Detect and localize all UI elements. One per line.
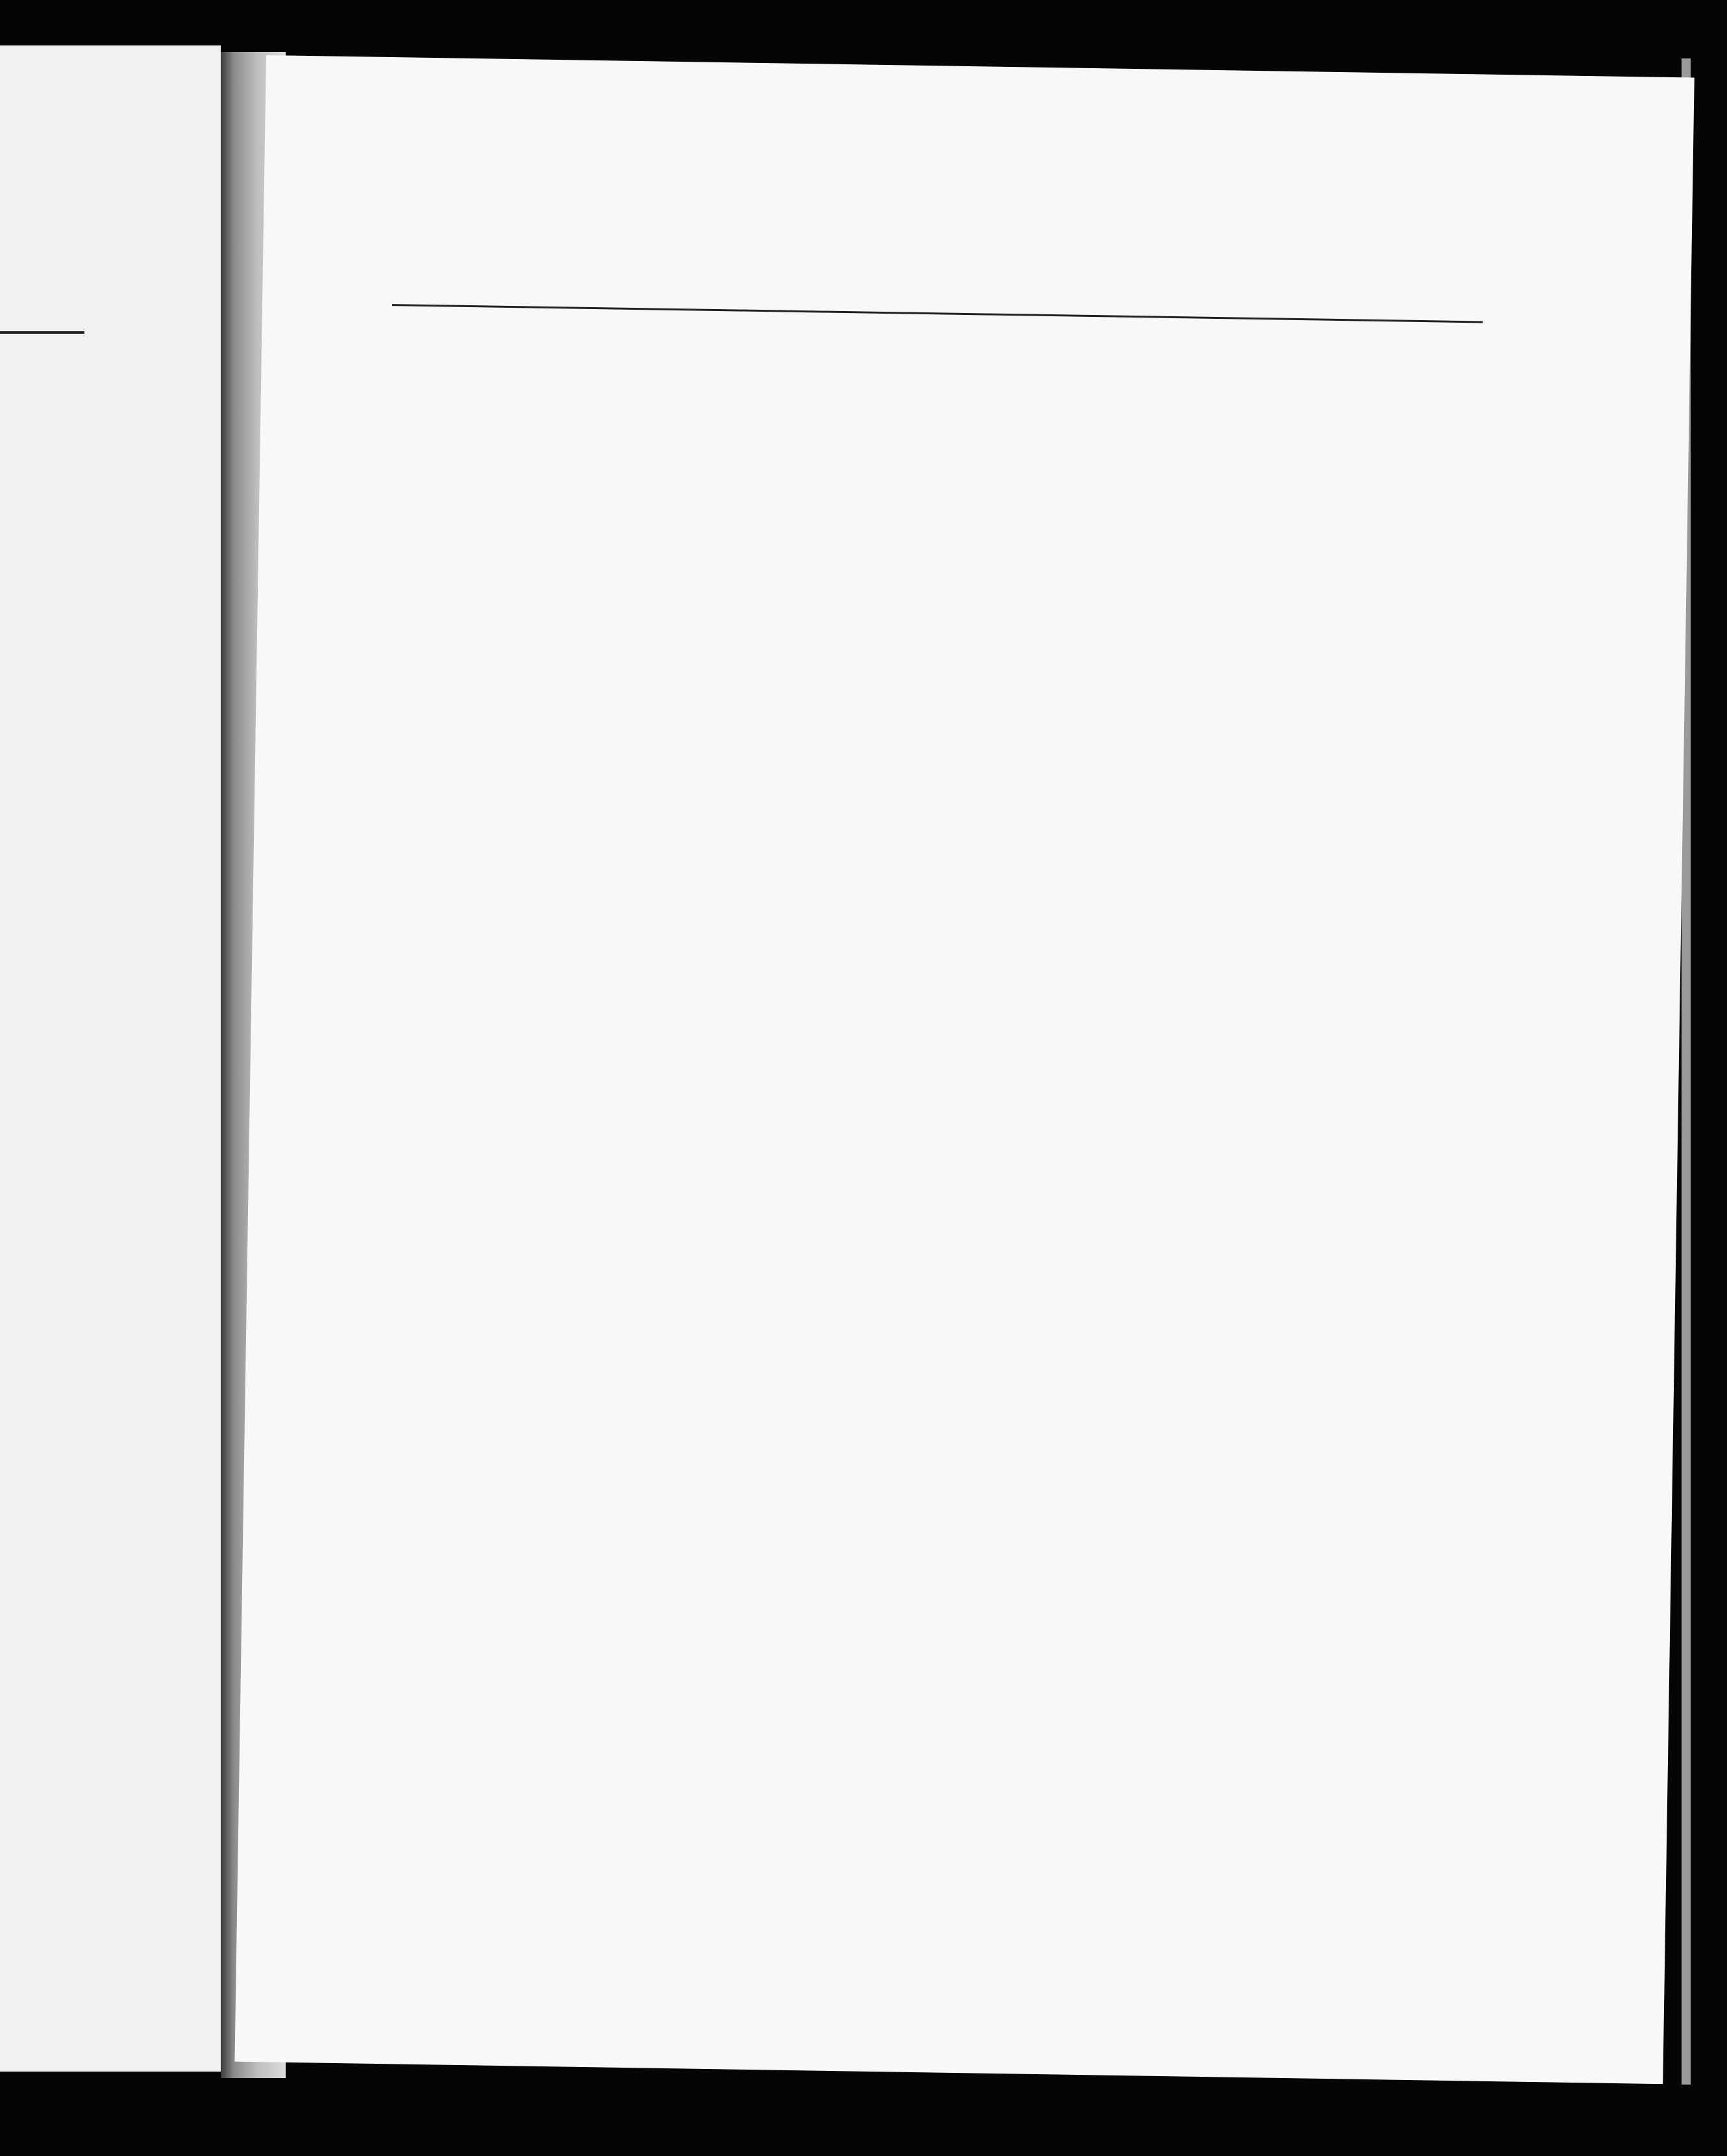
body-text: [266, 55, 1695, 78]
left-page-rule: [0, 331, 84, 334]
header-rule: [392, 304, 1483, 323]
left-page: [0, 45, 221, 2072]
right-page: [234, 55, 1694, 2084]
